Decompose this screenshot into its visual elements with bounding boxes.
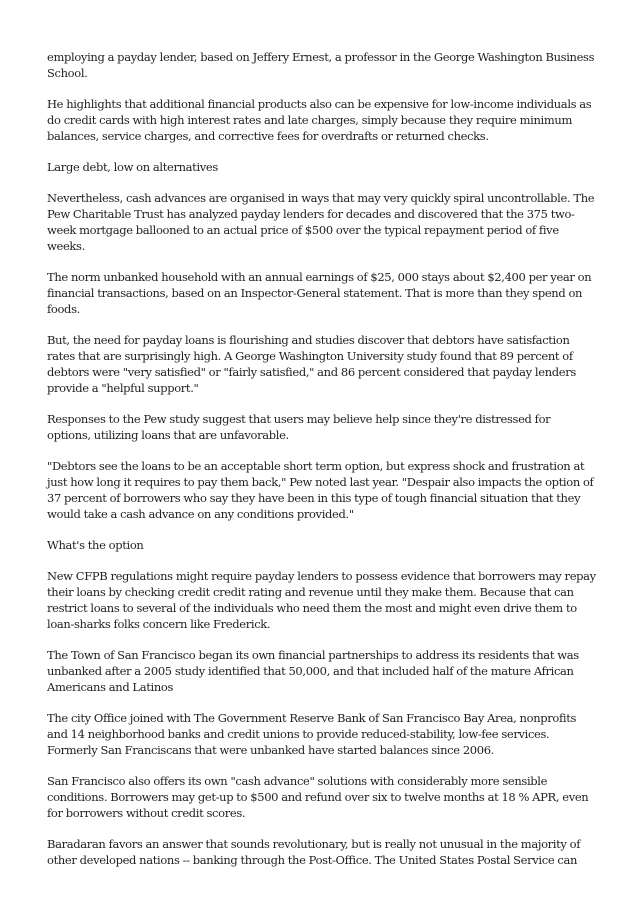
document-page (47, 49, 597, 868)
paragraph: The Town of San Francisco began its own financial partnerships to address its residents that was unbanked after a 2005 study identified that 50,000, and that included half of the mature African Americans and Latinos (47, 648, 579, 694)
paragraph: The city Office joined with The Government Reserve Bank of San Francisco Bay Area, nonprofits and 14 neighborhood banks and credit unions to provide reduced-stability, low-fee services. Formerly San Franciscans that were unbanked have started balances since 2006. (47, 711, 577, 757)
paragraph: "Debtors see the loans to be an acceptable short term option, but express shock and frustration at just how long it requires to pay them back," Pew noted last year. "Despair also impacts the option of 37 percent of borrowers who say they have been in this type of tough financial situation that they would take a cash advance on any conditions provided." (47, 459, 594, 521)
paragraph: The norm unbanked household with an annual earnings of $25, 000 stays about $2,400 per year on financial transactions, based on an Inspector-General statement. That is more than they spend on foods. (47, 270, 592, 316)
section-heading: Large debt, low on alternatives (47, 160, 218, 174)
paragraph: Baradaran favors an answer that sounds revolutionary, but is really not unusual in the majority of other developed nations -- banking through the Post-Office. The United States Postal Service can (47, 837, 581, 867)
paragraph: New CFPB regulations might require payday lenders to possess evidence that borrowers may repay their loans by checking credit credit rating and revenue until they make them. Because that can restrict loans to several of the individuals who need them the most and might even drive them to loan-sharks folks concern like Frederick. (47, 569, 596, 631)
paragraph: He highlights that additional financial products also can be expensive for low-income individuals as do credit cards with high interest rates and late charges, simply because they require minimum balances, service charges, and corrective fees for overdrafts or returned checks. (47, 97, 592, 143)
paragraph: But, the need for payday loans is flourishing and studies discover that debtors have satisfaction rates that are surprisingly high. A George Washington University study found that 89 percent of debtors were "very satisfied" or "fairly satisfied," and 86 percent considered that payday lenders provide a "helpful support." (47, 333, 576, 395)
paragraph: Nevertheless, cash advances are organised in ways that may very quickly spiral uncontrollable. The Pew Charitable Trust has analyzed payday lenders for decades and discovered that the 375 two-week mortgage ballooned to an actual price of $500 over the typical repayment period of five weeks. (47, 191, 595, 253)
paragraph: San Francisco also offers its own "cash advance" solutions with considerably more sensible conditions. Borrowers may get-up to $500 and refund over six to twelve months at 18 % APR, even for borrowers without credit scores. (47, 774, 589, 820)
section-heading: What's the option (47, 538, 144, 552)
paragraph: employing a payday lender, based on Jeffery Ernest, a professor in the George Washington Business School. (47, 50, 595, 80)
paragraph: Responses to the Pew study suggest that users may believe help since they're distressed for options, utilizing loans that are unfavorable. (47, 412, 551, 442)
